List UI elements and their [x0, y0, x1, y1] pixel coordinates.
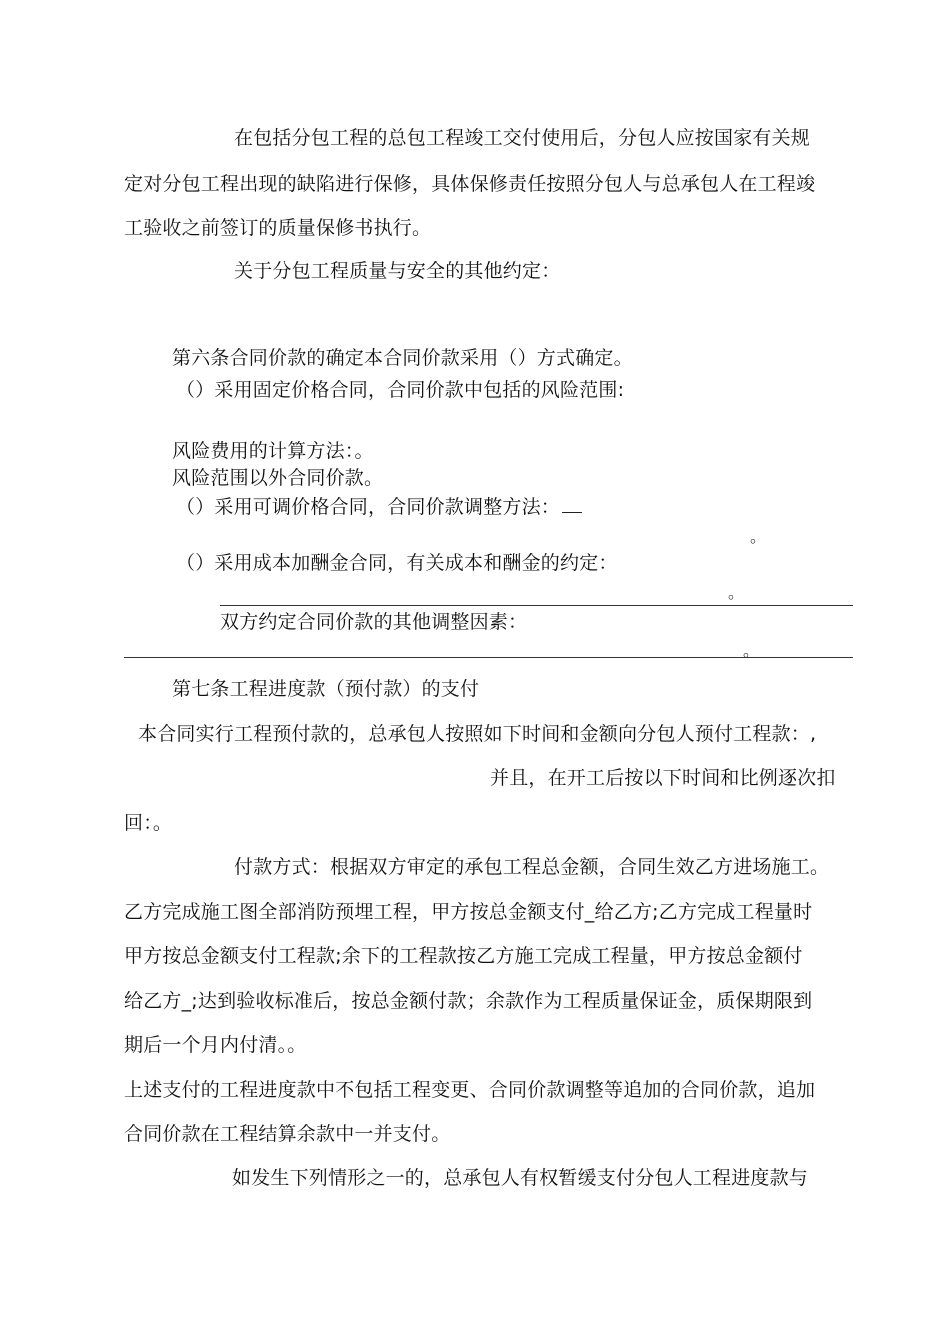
excluded-line-2: 合同价款在工程结算余款中一并支付。 — [124, 1123, 451, 1145]
other-factors-line: 双方约定合同价款的其他调整因素： — [220, 611, 528, 633]
period-mark: 。 — [743, 641, 760, 660]
payment-line-3: 甲方按总金额支付工程款;余下的工程款按乙方施工完成工程量，甲方按总金额付 — [124, 945, 803, 967]
quality-other-line: 关于分包工程质量与安全的其他约定： — [234, 260, 561, 282]
cost-plus-line: （）采用成本加酬金合同，有关成本和酬金的约定： — [176, 552, 618, 574]
warranty-line-3: 工验收之前签订的质量保修书执行。 — [124, 217, 432, 239]
warranty-line-2: 定对分包工程出现的缺陷进行保修，具体保修责任按照分包人与总承包人在工程竣 — [124, 173, 816, 195]
article-7-title: 第七条工程进度款（预付款）的支付 — [172, 678, 480, 700]
payment-line-1: 付款方式：根据双方审定的承包工程总金额，合同生效乙方进场施工。 — [234, 856, 830, 878]
excluded-line-1: 上述支付的工程进度款中不包括工程变更、合同价款调整等追加的合同价款，追加 — [124, 1079, 816, 1101]
article-6-title: 第六条合同价款的确定本合同价款采用（）方式确定。 — [172, 347, 633, 369]
risk-calc-line: 风险费用的计算方法：。 — [172, 440, 374, 462]
underline-rule — [124, 657, 853, 658]
fixed-price-line: （）采用固定价格合同，合同价款中包括的风险范围: — [176, 379, 625, 401]
payment-line-5: 期后一个月内付清。。 — [124, 1034, 307, 1056]
prepayment-line-3: 回：。 — [124, 812, 173, 834]
prepayment-line-1: 本合同实行工程预付款的，总承包人按照如下时间和金额向分包人预付工程款：, — [138, 723, 817, 745]
period-mark: 。 — [750, 527, 767, 546]
period-mark: 。 — [728, 583, 745, 602]
payment-line-2: 乙方完成施工图全部消防预埋工程，甲方按总金额支付_给乙方;乙方完成工程量时 — [124, 901, 813, 923]
risk-outside-line: 风险范围以外合同价款。 — [172, 467, 384, 489]
adjustable-price-text: （）采用可调价格合同，合同价款调整方法： — [176, 496, 561, 518]
payment-line-4: 给乙方_;达到验收标准后，按总金额付款；余款作为工程质量保证金，质保期限到 — [124, 990, 813, 1012]
fill-blank — [562, 496, 582, 513]
warranty-line-1: 在包括分包工程的总包工程竣工交付使用后，分包人应按国家有关规 — [234, 127, 811, 149]
adjustable-price-line — [176, 495, 582, 519]
suspension-line-1: 如发生下列情形之一的，总承包人有权暂缓支付分包人工程进度款与 — [232, 1167, 809, 1189]
underline-rule — [220, 605, 853, 606]
prepayment-line-2: 并且，在开工后按以下时间和比例逐次扣 — [490, 767, 836, 789]
